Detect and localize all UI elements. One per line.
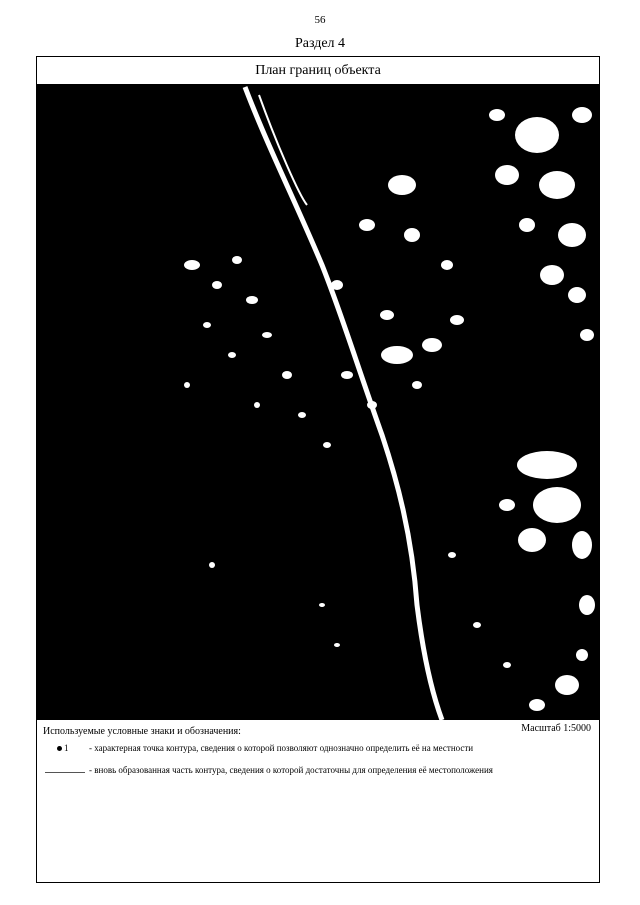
section-title: Раздел 4 <box>294 36 346 51</box>
plan-title: План границ объекта <box>37 57 599 85</box>
point-marker-icon <box>57 746 62 751</box>
point-number: 1 <box>64 743 69 753</box>
plan-frame <box>36 56 600 883</box>
scale-label: Масштаб 1:5000 <box>521 723 591 734</box>
legend-point-description: - характерная точка контура, сведения о которой позволяют однозначно определить её на местности <box>89 743 474 753</box>
legend-line-description: - вновь образованная часть контура, сведения о которой достаточны для определения её местоположения <box>89 765 493 775</box>
page-number: 56 <box>314 14 326 26</box>
aerial-map-image <box>37 85 599 720</box>
legend-heading: Используемые условные знаки и обозначения: <box>43 726 241 737</box>
aerial-map[interactable] <box>37 85 599 720</box>
contour-line-icon <box>45 772 85 773</box>
